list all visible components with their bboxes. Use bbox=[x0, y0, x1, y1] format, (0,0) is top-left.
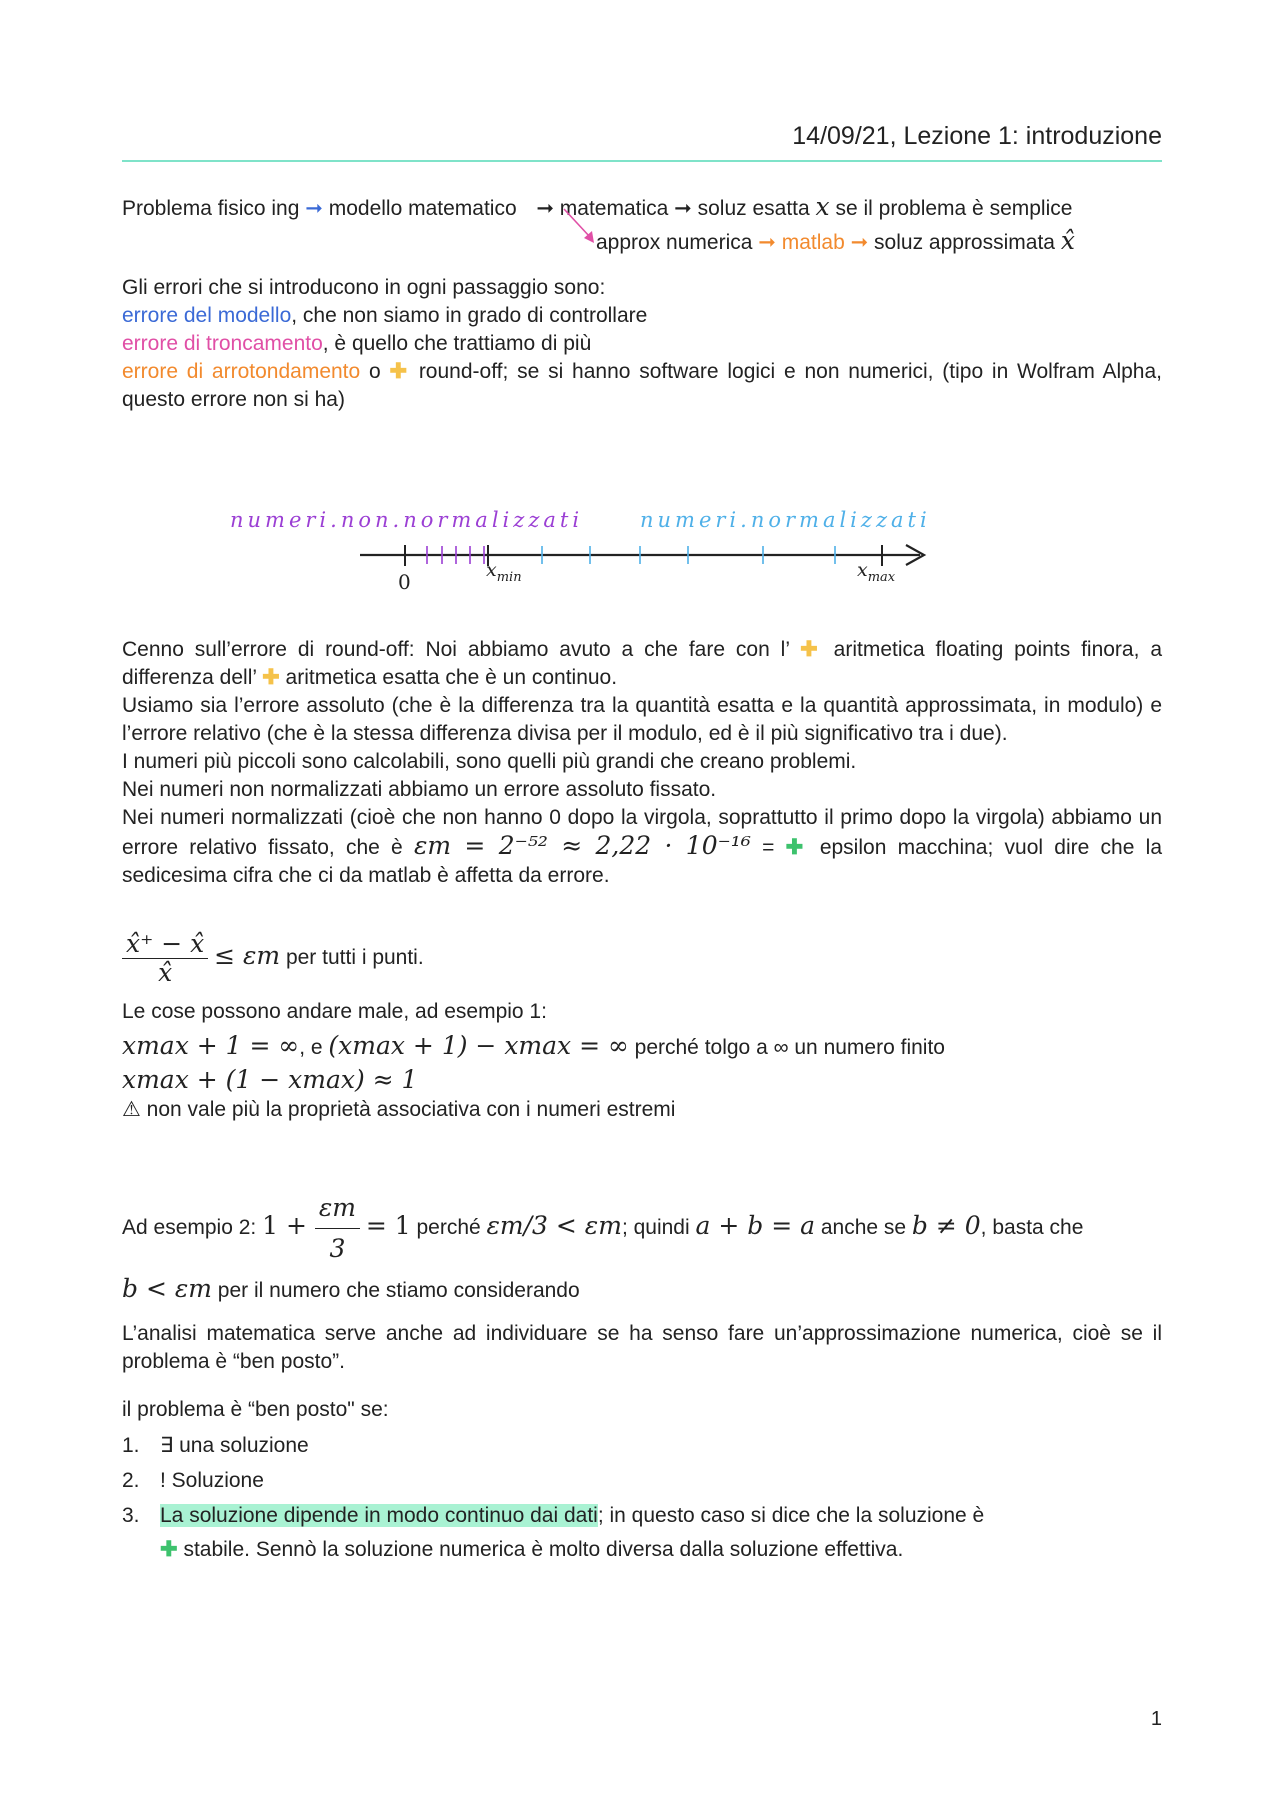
para-small-numbers: I numeri più piccoli sono calcolabili, sono quelli più grandi che creano problemi. bbox=[122, 750, 857, 773]
number-line-diagram bbox=[220, 500, 960, 600]
flow-step-math-model: modello matematico bbox=[328, 197, 517, 220]
example-1: Le cose possono andare male, ad esempio 1: xmax + 1 = ∞, e (xmax + 1) − xmax = ∞ perché tolgo a ∞ un numero finito xmax + (1 − xmax) ≈ 1 ⚠ non vale più la proprietà associativa con i numeri estremi bbox=[122, 1000, 945, 1121]
arrow-icon: ➞ bbox=[674, 197, 692, 220]
eq-machine-eps: εm = 2⁻⁵² ≈ 2,22 · 10⁻¹⁶ bbox=[413, 831, 751, 860]
page-title: 14/09/21, Lezione 1: introduzione bbox=[792, 122, 1162, 150]
page-number: 1 bbox=[1150, 1708, 1162, 1730]
para-normalized: Nei numeri normalizzati (cioè che non hanno 0 dopo la virgola, soprattutto il primo dopo la virgola) abbiamo un errore relativo fissato, che è εm = 2⁻⁵² ≈ 2,22 · 10⁻¹⁶ = ✚ epsilon macchina; vuol dire che la sedicesima cifra che ci da matlab è affetta da errore. bbox=[122, 806, 1162, 887]
plus-icon: ✚ bbox=[262, 666, 280, 689]
plus-icon: ✚ bbox=[800, 638, 823, 661]
error-model: errore del modello, che non siamo in grado di controllare bbox=[122, 304, 648, 327]
flow-line-2 bbox=[596, 227, 1176, 257]
label-xmin: $x_{min}$ bbox=[486, 559, 522, 585]
plus-icon: ✚ bbox=[785, 836, 809, 859]
flow-line-1 bbox=[122, 193, 1162, 223]
flow-step-note: se il problema è semplice bbox=[835, 197, 1073, 220]
example-2: Ad esempio 2: 1 + $\frac{\varepsilon m}{3}$ = 1 perché εm/3 < εm; quindi a + b = a anche se b ≠ 0, basta che b < εm per il numero che stiamo considerando bbox=[122, 1188, 1162, 1305]
flow-step-numeric-approx: approx numerica bbox=[596, 231, 753, 254]
flow-step-math: matematica bbox=[559, 197, 669, 220]
eq-overflow: xmax + 1 = ∞ bbox=[122, 1031, 300, 1060]
label-xmax: $x_{max}$ bbox=[857, 559, 896, 585]
error-truncation: errore di troncamento, è quello che trattiamo di più bbox=[122, 332, 592, 355]
para-non-normalized: Nei numeri non normalizzati abbiamo un errore assoluto fissato. bbox=[122, 778, 717, 801]
eq-b-nonzero: b ≠ 0 bbox=[911, 1211, 981, 1241]
label-non-normalized: numeri.non.normalizzati bbox=[230, 508, 584, 532]
para-well-posed: L’analisi matematica serve anche ad individuare se ha senso fare un’approssimazione numerica, cioè se il problema è “ben posto”. bbox=[122, 1322, 1162, 1373]
error-rounding: errore di arrotondamento o ✚ round-off; se si hanno software logici e non numerici, (tipo in Wolfram Alpha, questo errore non si ha) bbox=[122, 360, 1163, 411]
eq-associative: xmax + (1 − xmax) ≈ 1 bbox=[122, 1065, 418, 1094]
eq-eps-third: εm/3 < εm bbox=[486, 1211, 622, 1241]
arrow-icon: ➞ bbox=[536, 197, 554, 220]
arrow-icon: ➞ bbox=[305, 197, 323, 220]
flow-step-approx-solution: soluz approssimata bbox=[874, 231, 1055, 254]
math-var-xhat: x̂ bbox=[1060, 226, 1075, 255]
eq-b-less-eps: b < εm bbox=[122, 1274, 212, 1303]
errors-section bbox=[122, 274, 1162, 414]
inequality-line: $\frac{x̂^+ - x̂}{x̂}$ ≤ εm per tutti i punti. bbox=[122, 930, 1162, 987]
label-zero: 0 bbox=[398, 570, 411, 594]
arrow-icon: ➞ bbox=[758, 231, 776, 254]
arrow-icon: ➞ bbox=[850, 231, 869, 254]
eq-overflow-2: (xmax + 1) − xmax = ∞ bbox=[328, 1031, 629, 1060]
flow-step-exact-solution: soluz esatta bbox=[697, 197, 810, 220]
list-item: 3. La soluzione dipende in modo continuo dai dati; in questo caso si dice che la soluzione è ✚ stabile. Sennò la soluzione numerica è molto diversa dalla soluzione effettiva. bbox=[122, 1504, 985, 1561]
warning-icon: ⚠ bbox=[122, 1098, 141, 1121]
page-header bbox=[122, 122, 1162, 162]
flow-step-matlab: matlab bbox=[781, 231, 845, 254]
errors-intro: Gli errori che si introducono in ogni passaggio sono: bbox=[122, 276, 606, 299]
highlighted-text: La soluzione dipende in modo continuo dai dati bbox=[160, 1504, 598, 1527]
list-item: 1. ∃ una soluzione bbox=[122, 1434, 309, 1457]
para-roundoff: Cenno sull’errore di round-off: Noi abbiamo avuto a che fare con l’ ✚ aritmetica floating points finora, a differenza dell’ ✚ aritmetica esatta che è un continuo. bbox=[122, 638, 1163, 689]
branch-arrow-icon bbox=[560, 205, 600, 250]
eq-leq-eps: ≤ εm bbox=[214, 941, 281, 971]
eq-absorption: a + b = a bbox=[695, 1211, 815, 1241]
para-errors: Usiamo sia l’errore assoluto (che è la differenza tra la quantità esatta e la quantità approssimata, in modulo) e l’errore relativo (che è la stessa differenza divisa per il modulo, ed è il più significativo tra i due). bbox=[122, 694, 1162, 745]
plus-icon: ✚ bbox=[160, 1538, 178, 1561]
label-normalized: numeri.normalizzati bbox=[640, 508, 931, 532]
flow-step-physical-problem: Problema fisico ing bbox=[122, 197, 300, 220]
list-item: 2. ! Soluzione bbox=[122, 1469, 264, 1492]
plus-icon: ✚ bbox=[389, 360, 411, 383]
fraction-relative-error: $\frac{x̂^+ - x̂}{x̂}$ bbox=[122, 930, 208, 987]
math-var-x: x bbox=[815, 192, 830, 221]
para-well-posed-intro: il problema è “ben posto" se: bbox=[122, 1398, 389, 1421]
fraction-eps-over-3: $\frac{\varepsilon m}{3}$ bbox=[315, 1188, 360, 1269]
body-text bbox=[122, 636, 1162, 890]
